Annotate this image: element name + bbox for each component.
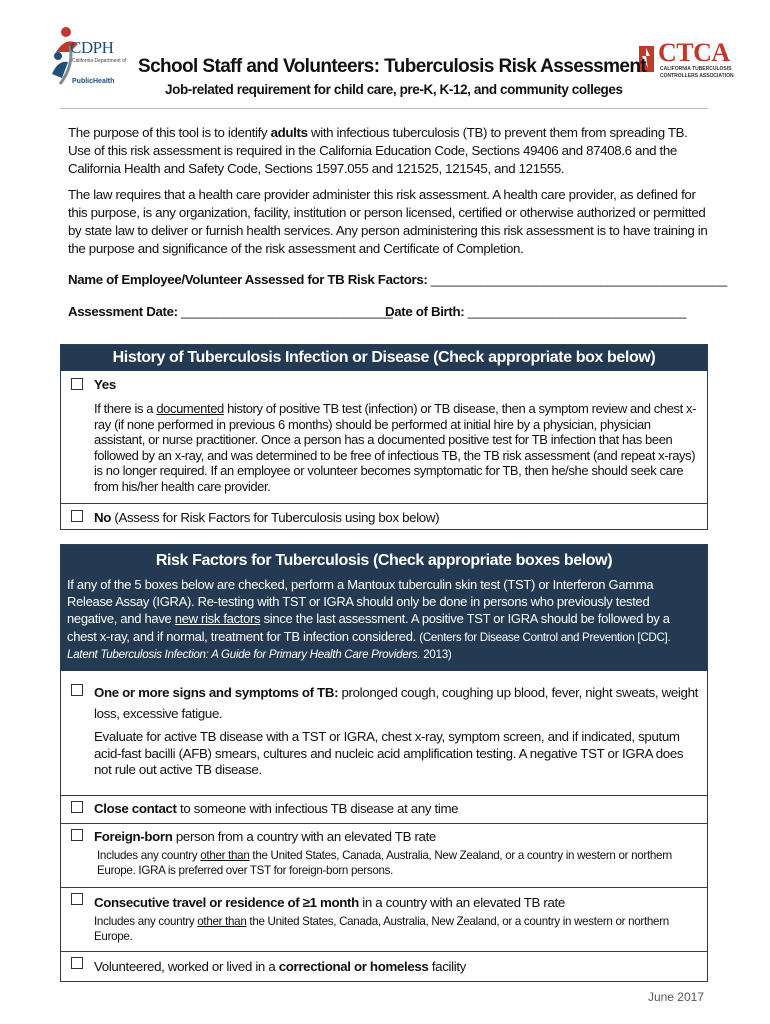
correctional-text: Volunteered, worked or lived in a correctional or homeless facility <box>94 959 466 974</box>
symptoms-note: Evaluate for active TB disease with a TST or IGRA, chest x-ray, symptom screen, and if indicated, sputum acid-fast bacilli (AFB) smears, cultures and nucleic acid amplification testing. A negative TST or IGRA does not rule out active TB disease. <box>94 729 684 777</box>
ctca-logo <box>638 38 750 84</box>
ctca-line1: CALIFORNIA TUBERCULOSIS <box>660 66 732 72</box>
date-of-birth-label: Date of Birth: <box>385 304 465 319</box>
symptoms-text: One or more signs and symptoms of TB: prolonged cough, coughing up blood, fever, night sweats, weight loss, excessive fatigue. <box>94 685 698 721</box>
travel-checkbox[interactable] <box>71 893 83 905</box>
foreign-born-text: Foreign-born person from a country with an elevated TB rate <box>94 829 436 844</box>
date-of-birth-field[interactable]: Date of Birth: _______________________________ <box>385 304 687 319</box>
assessment-date-label: Assessment Date: <box>68 304 178 319</box>
risk-section <box>60 544 708 982</box>
risk-divider-4 <box>61 951 707 952</box>
footer-date: June 2017 <box>647 990 704 1004</box>
cdph-abbrev: CDPH <box>70 38 114 57</box>
travel-note: Includes any country other than the United States, Canada, Australia, New Zealand, or a country in western or northern Europe. <box>94 915 669 943</box>
intro-paragraph-2: The law requires that a health care provider administer this risk assessment. A health care provider, as defined for this purpose, is any organization, facility, institution or person licensed, certified or otherwise authorized or permitted by state law to deliver or furnish health services. Any person administering this risk assessment is to have training in the purpose and significance of the risk assessment and Certificate of Completion. <box>68 187 708 256</box>
history-yes-text: If there is a documented history of positive TB test (infection) or TB disease, then a symptom review and chest x-ray (if none performed in previous 6 months) should be performed at initial hire by a physician, physician assistant, or nurse practitioner. Once a person has a documented positive test for TB infection that has been followed by an x-ray, and was determined to be free of infectious TB, the TB risk assessment (and repeat x-rays) is no longer required. If an employee or volunteer becomes symptomatic for TB, then he/she should seek care from his/her health care provider. <box>94 401 697 494</box>
risk-divider-1 <box>61 795 707 796</box>
ctca-line2: CONTROLLERS ASSOCIATION <box>660 73 734 79</box>
page-subtitle: Job-related requirement for child care, pre-K, K-12, and community colleges <box>165 82 623 97</box>
history-divider <box>61 503 707 504</box>
risk-divider-3 <box>61 887 707 888</box>
history-no-text: No (Assess for Risk Factors for Tuberculosis using box below) <box>94 510 440 525</box>
risk-header <box>61 545 707 671</box>
history-header <box>61 345 707 371</box>
history-no-checkbox[interactable] <box>71 510 83 522</box>
foreign-born-checkbox[interactable] <box>71 829 83 841</box>
page-title: School Staff and Volunteers: Tuberculosis Risk Assessment <box>138 56 647 77</box>
history-section <box>60 344 708 530</box>
close-contact-text: Close contact to someone with infectious TB disease at any time <box>94 801 459 816</box>
cdph-line1: California Department of <box>72 58 127 64</box>
history-yes-label: Yes <box>94 377 116 392</box>
intro-paragraph-1: The purpose of this tool is to identify adults with infectious tuberculosis (TB) to prevent them from spreading TB. Use of this risk assessment is required in the California Education Code, Sections 49406 and 87408.6 and the California Health and Safety Code, Sections 1597.055 and 121525, 121545, and 121555. <box>68 125 688 176</box>
risk-heading: Risk Factors for Tuberculosis (Check appropriate boxes below) <box>155 552 613 569</box>
travel-text: Consecutive travel or residence of ≥1 month in a country with an elevated TB rate <box>94 895 565 910</box>
symptoms-checkbox[interactable] <box>71 684 83 696</box>
employee-name-label: Name of Employee/Volunteer Assessed for TB Risk Factors <box>68 272 424 287</box>
risk-intro: If any of the 5 boxes below are checked, perform a Mantoux tuberculin skin test (TST) or Interferon Gamma Release Assay (IGRA). Re-testing with TST or IGRA should only be done in persons who previously tested negative, and have new risk factors since the last assessment. A positive TST or IGRA should be followed by a chest x-ray, and if normal, treatment for TB infection considered. (Centers for Disease Control and Prevention [CDC]. Latent Tuberculosis Infection: A Guide for Primary Health Care Providers. 2013) <box>67 577 671 661</box>
assessment-date-field[interactable]: Assessment Date: ______________________________ <box>68 304 393 319</box>
risk-divider-2 <box>61 823 707 824</box>
cdph-logo <box>52 22 142 96</box>
cdph-line2: PublicHealth <box>72 78 115 85</box>
header-divider <box>60 108 708 109</box>
history-heading: History of Tuberculosis Infection or Disease (Check appropriate box below) <box>112 349 656 366</box>
history-yes-checkbox[interactable] <box>71 378 83 390</box>
employee-name-field[interactable]: Name of Employee/Volunteer Assessed for TB Risk Factors: __________________________________________ <box>68 272 727 287</box>
correctional-checkbox[interactable] <box>71 957 83 969</box>
foreign-born-note: Includes any country other than the United States, Canada, Australia, New Zealand, or a country in western or northern Europe. IGRA is preferred over TST for foreign-born persons. <box>97 849 672 877</box>
close-contact-checkbox[interactable] <box>71 801 83 813</box>
ctca-abbrev: CTCA <box>658 38 730 67</box>
